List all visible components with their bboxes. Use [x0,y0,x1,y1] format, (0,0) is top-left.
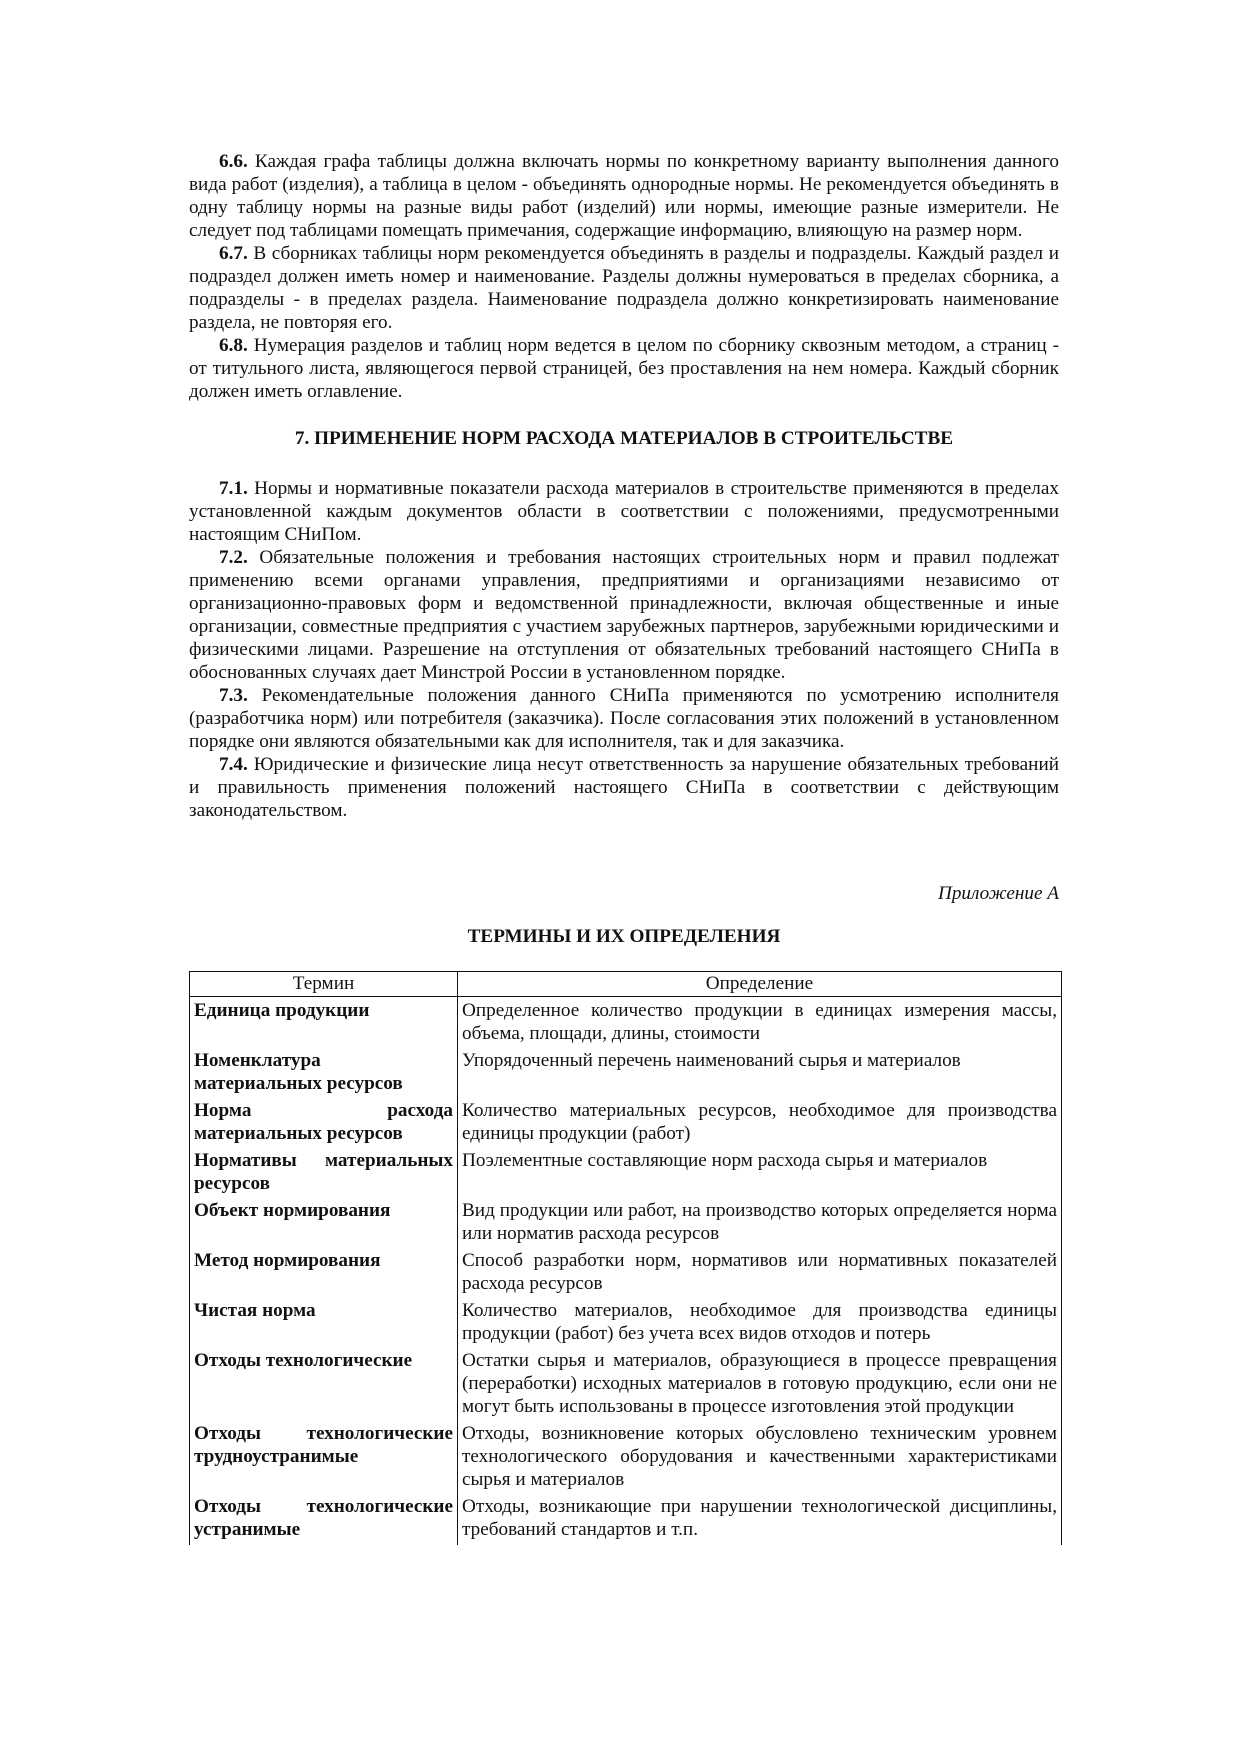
paragraph-text: Юридические и физические лица несут ответственность за нарушение обязательных требований и правильность применения положений настоящего СНиПа в соответствии с действующим законодательством. [189,754,1059,821]
paragraph-number: 6.6. [219,151,248,172]
paragraph-number: 7.1. [219,478,248,499]
definition-cell: Вид продукции или работ, на производство которых определяется норма или норматив расхода ресурсов [458,1199,1062,1249]
term-cell: Нормативы материальных ресурсов [190,1149,458,1199]
paragraph-number: 6.7. [219,243,248,264]
definition-column-header: Определение [458,972,1062,997]
table-row [190,1049,1062,1099]
section-7-heading: 7. ПРИМЕНЕНИЕ НОРМ РАСХОДА МАТЕРИАЛОВ В СТРОИТЕЛЬСТВЕ [294,428,954,449]
paragraph-text: В сборниках таблицы норм рекомендуется объединять в разделы и подразделы. Каждый раздел и подраздел должен иметь номер и наименование. Разделы должны нумероваться в пределах сборника, а подразделы - в пределах раздела. Наименование подраздела должно конкретизировать наименование раздела, не повторяя его. [189,243,1059,333]
term-cell: Отходы технологические трудноустранимые [190,1422,458,1495]
paragraph-text: Обязательные положения и требования настоящих строительных норм и правил подлежат применению всеми органами управления, предприятиями и организациями независимо от организационно-правовых форм и ведомственной принадлежности, включая общественные и иные организации, совместные предприятия с участием зарубежных партнеров, зарубежными юридическими и физическими лицами. Разрешение на отступления от обязательных требований настоящего СНиПа в обоснованных случаях дает Минстрой России в установленном порядке. [189,547,1059,683]
table-row [190,1099,1062,1149]
term-cell: Норма расхода материальных ресурсов [190,1099,458,1149]
terms-table [189,971,1062,1545]
paragraph-number: 7.4. [219,754,248,775]
term-column-header: Термин [190,972,458,997]
paragraph-text: Рекомендательные положения данного СНиПа применяются по усмотрению исполнителя (разработчика норм) или потребителя (заказчика). После согласования этих положений в установленном порядке они являются обязательными как для исполнителя, так и для заказчика. [189,685,1059,752]
definition-cell: Упорядоченный перечень наименований сырья и материалов [458,1049,1062,1099]
table-row [190,997,1062,1050]
paragraph-number: 7.3. [219,685,248,706]
term-cell: Отходы технологические [190,1349,458,1422]
table-row [190,1349,1062,1422]
paragraph-7-3 [189,684,1059,753]
definition-cell: Отходы, возникновение которых обусловлено техническим уровнем технологического оборудования и качественными характеристиками сырья и материалов [458,1422,1062,1495]
table-header-row [190,972,1062,997]
paragraph-number: 6.8. [219,335,248,356]
paragraph-number: 7.2. [219,547,248,568]
paragraph-6-7 [189,242,1059,334]
table-row [190,1495,1062,1545]
table-row [190,1299,1062,1349]
term-cell: Номенклатура материальных ресурсов [190,1049,458,1099]
definition-cell: Поэлементные составляющие норм расхода сырья и материалов [458,1149,1062,1199]
definition-cell: Остатки сырья и материалов, образующиеся в процессе превращения (переработки) исходных материалов в готовую продукцию, если они не могут быть использованы в процессе изготовления этой продукции [458,1349,1062,1422]
terms-title: ТЕРМИНЫ И ИХ ОПРЕДЕЛЕНИЯ [467,926,781,947]
paragraph-text: Нумерация разделов и таблиц норм ведется в целом по сборнику сквозным методом, а страниц - от титульного листа, являющегося первой страницей, без проставления на нем номера. Каждый сборник должен иметь оглавление. [189,335,1059,402]
term-cell: Чистая норма [190,1299,458,1349]
definition-cell: Количество материалов, необходимое для производства единицы продукции (работ) без учета всех видов отходов и потерь [458,1299,1062,1349]
definition-cell: Отходы, возникающие при нарушении технологической дисциплины, требований стандартов и т.п. [458,1495,1062,1545]
paragraph-6-8 [189,334,1059,403]
paragraph-7-2 [189,546,1059,684]
term-cell: Объект нормирования [190,1199,458,1249]
table-row [190,1199,1062,1249]
document-page [189,150,1059,1545]
table-row [190,1249,1062,1299]
definition-cell: Количество материальных ресурсов, необходимое для производства единицы продукции (работ) [458,1099,1062,1149]
term-cell: Метод нормирования [190,1249,458,1299]
definition-cell: Способ разработки норм, нормативов или нормативных показателей расхода ресурсов [458,1249,1062,1299]
appendix-label: Приложение А [937,883,1059,904]
definition-cell: Определенное количество продукции в единицах измерения массы, объема, площади, длины, стоимости [458,997,1062,1050]
table-row [190,1149,1062,1199]
paragraph-text: Каждая графа таблицы должна включать нормы по конкретному варианту выполнения данного вида работ (изделия), а таблица в целом - объединять однородные нормы. Не рекомендуется объединять в одну таблицу нормы на разные виды работ (изделий) или нормы, имеющие разные измерители. Не следует под таблицами помещать примечания, содержащие информацию, влияющую на размер норм. [189,151,1059,241]
term-cell: Отходы технологические устранимые [190,1495,458,1545]
paragraph-text: Нормы и нормативные показатели расхода материалов в строительстве применяются в пределах установленной каждым документов области в соответствии с положениями, предусмотренными настоящим СНиПом. [189,478,1059,545]
paragraph-6-6 [189,150,1059,242]
paragraph-7-1 [189,477,1059,546]
paragraph-7-4 [189,753,1059,822]
table-row [190,1422,1062,1495]
term-cell: Единица продукции [190,997,458,1050]
